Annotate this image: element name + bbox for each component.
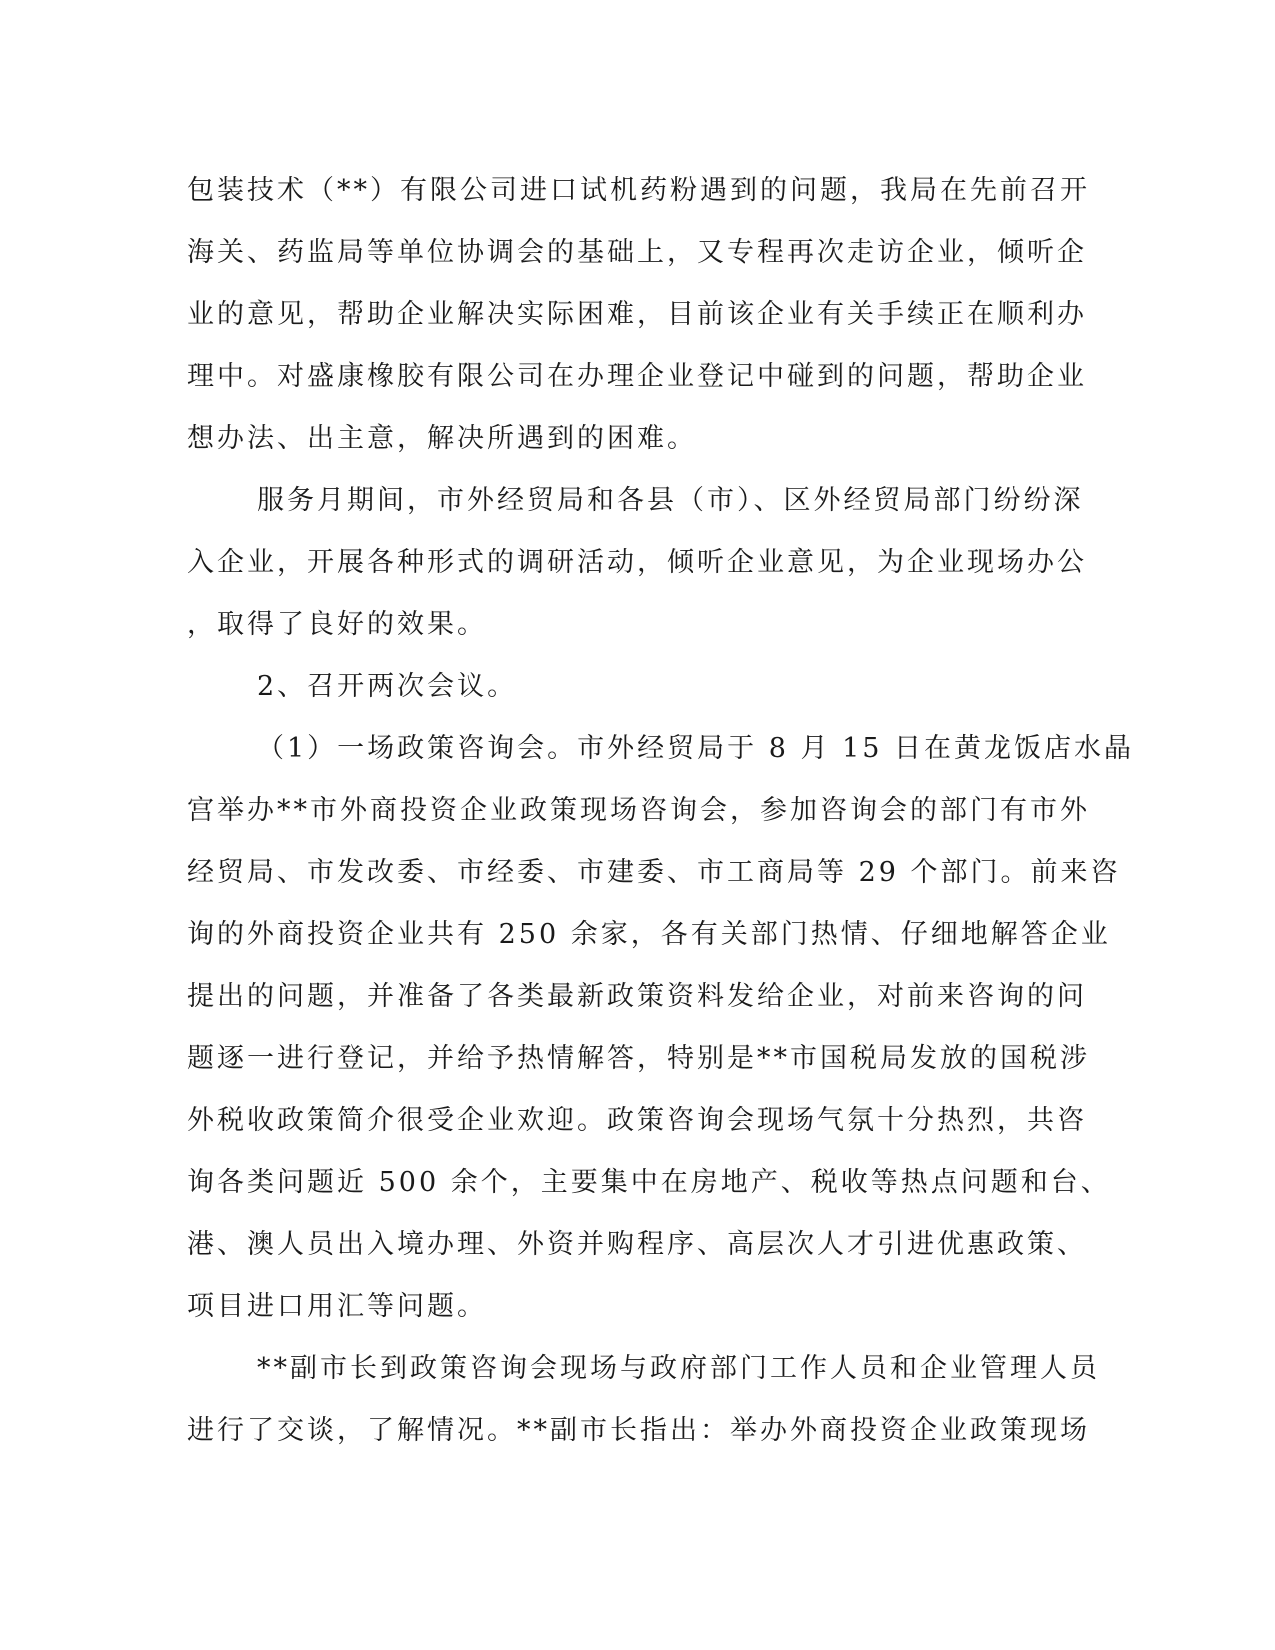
body-line: 想办法、出主意，解决所遇到的困难。 [187, 423, 697, 454]
body-line: 进行了交谈，了解情况。**副市长指出：举办外商投资企业政策现场 [187, 1415, 1090, 1446]
paragraph-start-line: 服务月期间，市外经贸局和各县（市）、区外经贸局部门纷纷深 [257, 485, 1084, 516]
body-line: 海关、药监局等单位协调会的基础上，又专程再次走访企业，倾听企 [187, 237, 1087, 268]
body-line: 包装技术（**）有限公司进口试机药粉遇到的问题，我局在先前召开 [187, 175, 1090, 206]
body-line: 提出的问题，并准备了各类最新政策资料发给企业，对前来咨询的问 [187, 981, 1087, 1012]
body-line: 询各类问题近 500 余个，主要集中在房地产、税收等热点问题和台、 [187, 1167, 1111, 1198]
paragraph-start-line: （1）一场政策咨询会。市外经贸局于 8 月 15 日在黄龙饭店水晶 [257, 733, 1135, 764]
body-line: 题逐一进行登记，并给予热情解答，特别是**市国税局发放的国税涉 [187, 1043, 1090, 1074]
body-line: 项目进口用汇等问题。 [187, 1291, 487, 1322]
body-line: 宫举办**市外商投资企业政策现场咨询会，参加咨询会的部门有市外 [187, 795, 1090, 826]
body-line: 经贸局、市发改委、市经委、市建委、市工商局等 29 个部门。前来咨 [187, 857, 1121, 888]
body-line: 业的意见，帮助企业解决实际困难，目前该企业有关手续正在顺利办 [187, 299, 1087, 330]
body-line: ，取得了良好的效果。 [187, 609, 487, 640]
paragraph-start-line: **副市长到政策咨询会现场与政府部门工作人员和企业管理人员 [257, 1353, 1100, 1384]
body-line: 入企业，开展各种形式的调研活动，倾听企业意见，为企业现场办公 [187, 547, 1087, 578]
body-line: 理中。对盛康橡胶有限公司在办理企业登记中碰到的问题，帮助企业 [187, 361, 1087, 392]
body-line: 港、澳人员出入境办理、外资并购程序、高层次人才引进优惠政策、 [187, 1229, 1087, 1260]
body-line: 询的外商投资企业共有 250 余家，各有关部门热情、仔细地解答企业 [187, 919, 1111, 950]
document-body [187, 160, 1135, 1462]
body-line: 外税收政策简介很受企业欢迎。政策咨询会现场气氛十分热烈，共咨 [187, 1105, 1087, 1136]
section-heading: 2、召开两次会议。 [257, 671, 518, 702]
